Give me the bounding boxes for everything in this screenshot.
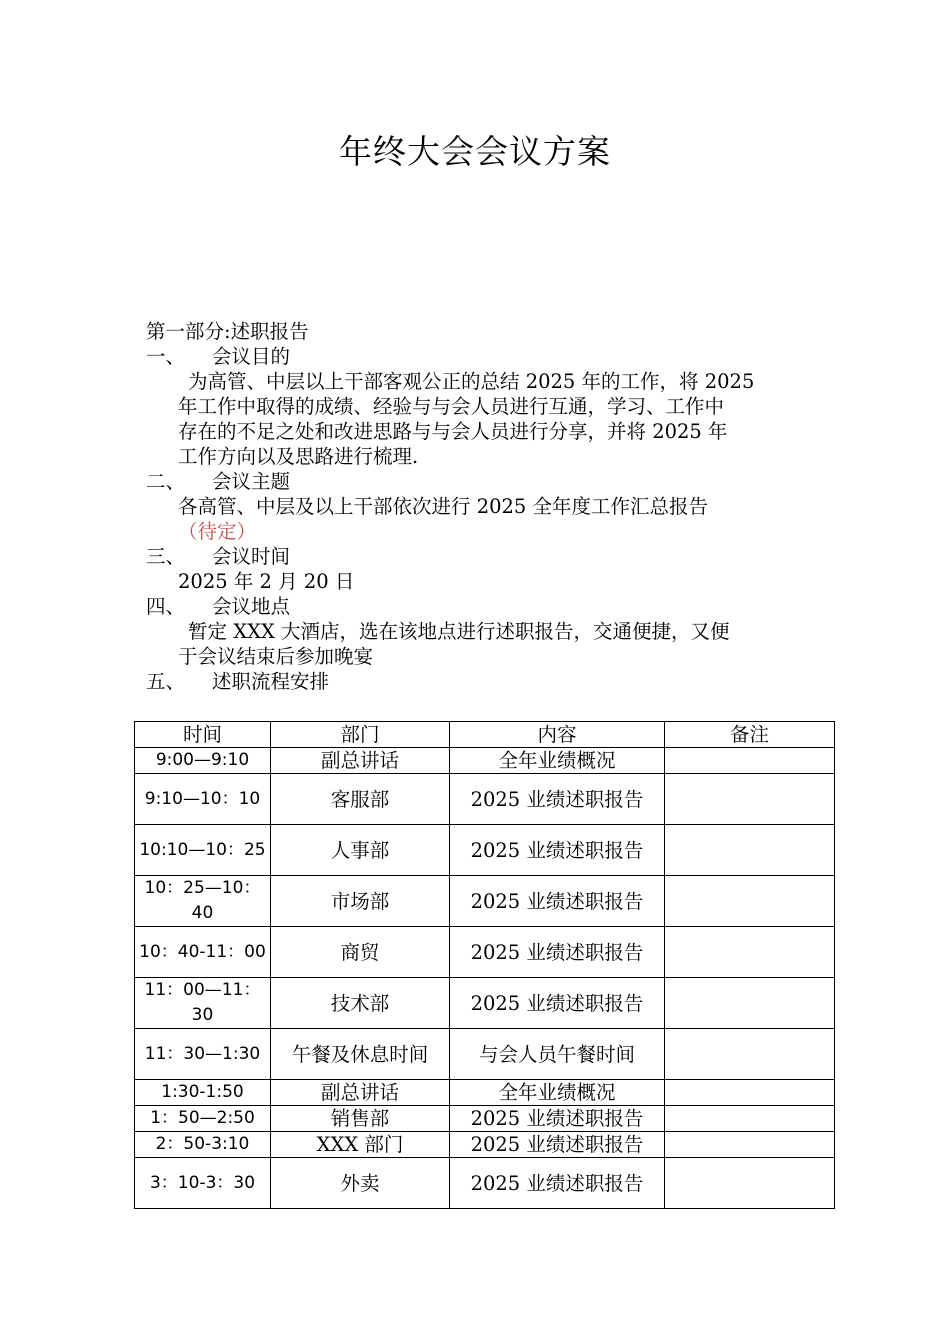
cell-department: 人事部	[271, 825, 450, 876]
cell-notes	[665, 748, 835, 774]
pending-note: （待定）	[178, 520, 257, 543]
table-row	[135, 825, 835, 876]
section-heading-3	[146, 544, 806, 569]
section-heading-2	[146, 469, 806, 494]
header-notes: 备注	[665, 722, 835, 748]
section-title: 会议目的	[212, 345, 291, 368]
section-number: 五、	[146, 670, 186, 693]
cell-content: 与会人员午餐时间	[450, 1029, 665, 1080]
cell-department: 客服部	[271, 774, 450, 825]
cell-notes	[665, 876, 835, 927]
cell-time: 1：50—2:50	[135, 1106, 271, 1132]
table-row	[135, 927, 835, 978]
cell-department: 销售部	[271, 1106, 450, 1132]
table-row	[135, 1080, 835, 1106]
cell-notes	[665, 774, 835, 825]
paragraph-line: 存在的不足之处和改进思路与与会人员进行分享，并将 2025 年	[178, 420, 728, 443]
cell-time: 3：10-3：30	[135, 1158, 271, 1209]
cell-time: 10:10—10：25	[135, 825, 271, 876]
cell-notes	[665, 1080, 835, 1106]
cell-content: 2025 业绩述职报告	[450, 1158, 665, 1209]
cell-department: 副总讲话	[271, 748, 450, 774]
document-body	[146, 319, 806, 694]
cell-time: 11：30—1:30	[135, 1029, 271, 1080]
table-row	[135, 748, 835, 774]
cell-notes	[665, 1106, 835, 1132]
cell-time: 2：50-3:10	[135, 1132, 271, 1158]
cell-notes	[665, 1158, 835, 1209]
section-paragraph-4	[146, 619, 806, 669]
section-heading-5	[146, 669, 806, 694]
cell-notes	[665, 978, 835, 1029]
header-department: 部门	[271, 722, 450, 748]
table-row	[135, 774, 835, 825]
cell-content: 2025 业绩述职报告	[450, 978, 665, 1029]
section-number: 三、	[146, 545, 186, 568]
table-row	[135, 1132, 835, 1158]
cell-notes	[665, 927, 835, 978]
part-title: 第一部分:述职报告	[146, 320, 309, 343]
table-row	[135, 1029, 835, 1080]
cell-time: 1:30-1:50	[135, 1080, 271, 1106]
cell-time: 9:00—9:10	[135, 748, 271, 774]
cell-department: 外卖	[271, 1158, 450, 1209]
table-row	[135, 978, 835, 1029]
cell-content: 2025 业绩述职报告	[450, 927, 665, 978]
section-paragraph-3	[146, 569, 806, 594]
document-title: 年终大会会议方案	[339, 132, 611, 171]
cell-department: 技术部	[271, 978, 450, 1029]
cell-time: 10：25—10：40	[135, 876, 271, 927]
cell-content: 全年业绩概况	[450, 748, 665, 774]
table-row	[135, 1106, 835, 1132]
header-time: 时间	[135, 722, 271, 748]
paragraph-line: 各高管、中层及以上干部依次进行 2025 全年度工作汇总报告	[178, 495, 709, 518]
cell-content: 2025 业绩述职报告	[450, 774, 665, 825]
meeting-date: 2025 年 2 月 20 日	[178, 570, 355, 593]
section-title: 述职流程安排	[212, 670, 330, 693]
cell-department: 商贸	[271, 927, 450, 978]
section-number: 二、	[146, 470, 186, 493]
cell-content: 2025 业绩述职报告	[450, 1132, 665, 1158]
cell-notes	[665, 1029, 835, 1080]
table-row	[135, 876, 835, 927]
cell-department: 市场部	[271, 876, 450, 927]
table-row	[135, 1158, 835, 1209]
paragraph-line: 工作方向以及思路进行梳理.	[178, 445, 419, 468]
cell-content: 2025 业绩述职报告	[450, 876, 665, 927]
cell-department: 午餐及休息时间	[271, 1029, 450, 1080]
section-number: 四、	[146, 595, 186, 618]
paragraph-line: 于会议结束后参加晚宴	[178, 645, 374, 668]
section-title: 会议地点	[212, 595, 291, 618]
schedule-table	[134, 721, 835, 1209]
section-heading-1	[146, 344, 806, 369]
cell-time: 9:10—10：10	[135, 774, 271, 825]
cell-notes	[665, 825, 835, 876]
paragraph-line: 暂定 XXX 大酒店，选在该地点进行述职报告，交通便捷，又便	[188, 620, 730, 643]
section-title: 会议主题	[212, 470, 291, 493]
cell-content: 2025 业绩述职报告	[450, 825, 665, 876]
section-paragraph-1	[146, 369, 806, 469]
section-paragraph-2	[146, 494, 806, 544]
cell-time: 10：40-11：00	[135, 927, 271, 978]
cell-notes	[665, 1132, 835, 1158]
cell-time: 11：00—11：30	[135, 978, 271, 1029]
header-content: 内容	[450, 722, 665, 748]
cell-department: 副总讲话	[271, 1080, 450, 1106]
paragraph-line: 为高管、中层以上干部客观公正的总结 2025 年的工作，将 2025	[188, 370, 755, 393]
section-number: 一、	[146, 345, 186, 368]
cell-content: 全年业绩概况	[450, 1080, 665, 1106]
cell-department: XXX 部门	[271, 1132, 450, 1158]
paragraph-line: 年工作中取得的成绩、经验与与会人员进行互通，学习、工作中	[178, 395, 725, 418]
cell-content: 2025 业绩述职报告	[450, 1106, 665, 1132]
table-header-row	[135, 722, 835, 748]
table-body	[135, 748, 835, 1209]
section-heading-4	[146, 594, 806, 619]
section-title: 会议时间	[212, 545, 291, 568]
